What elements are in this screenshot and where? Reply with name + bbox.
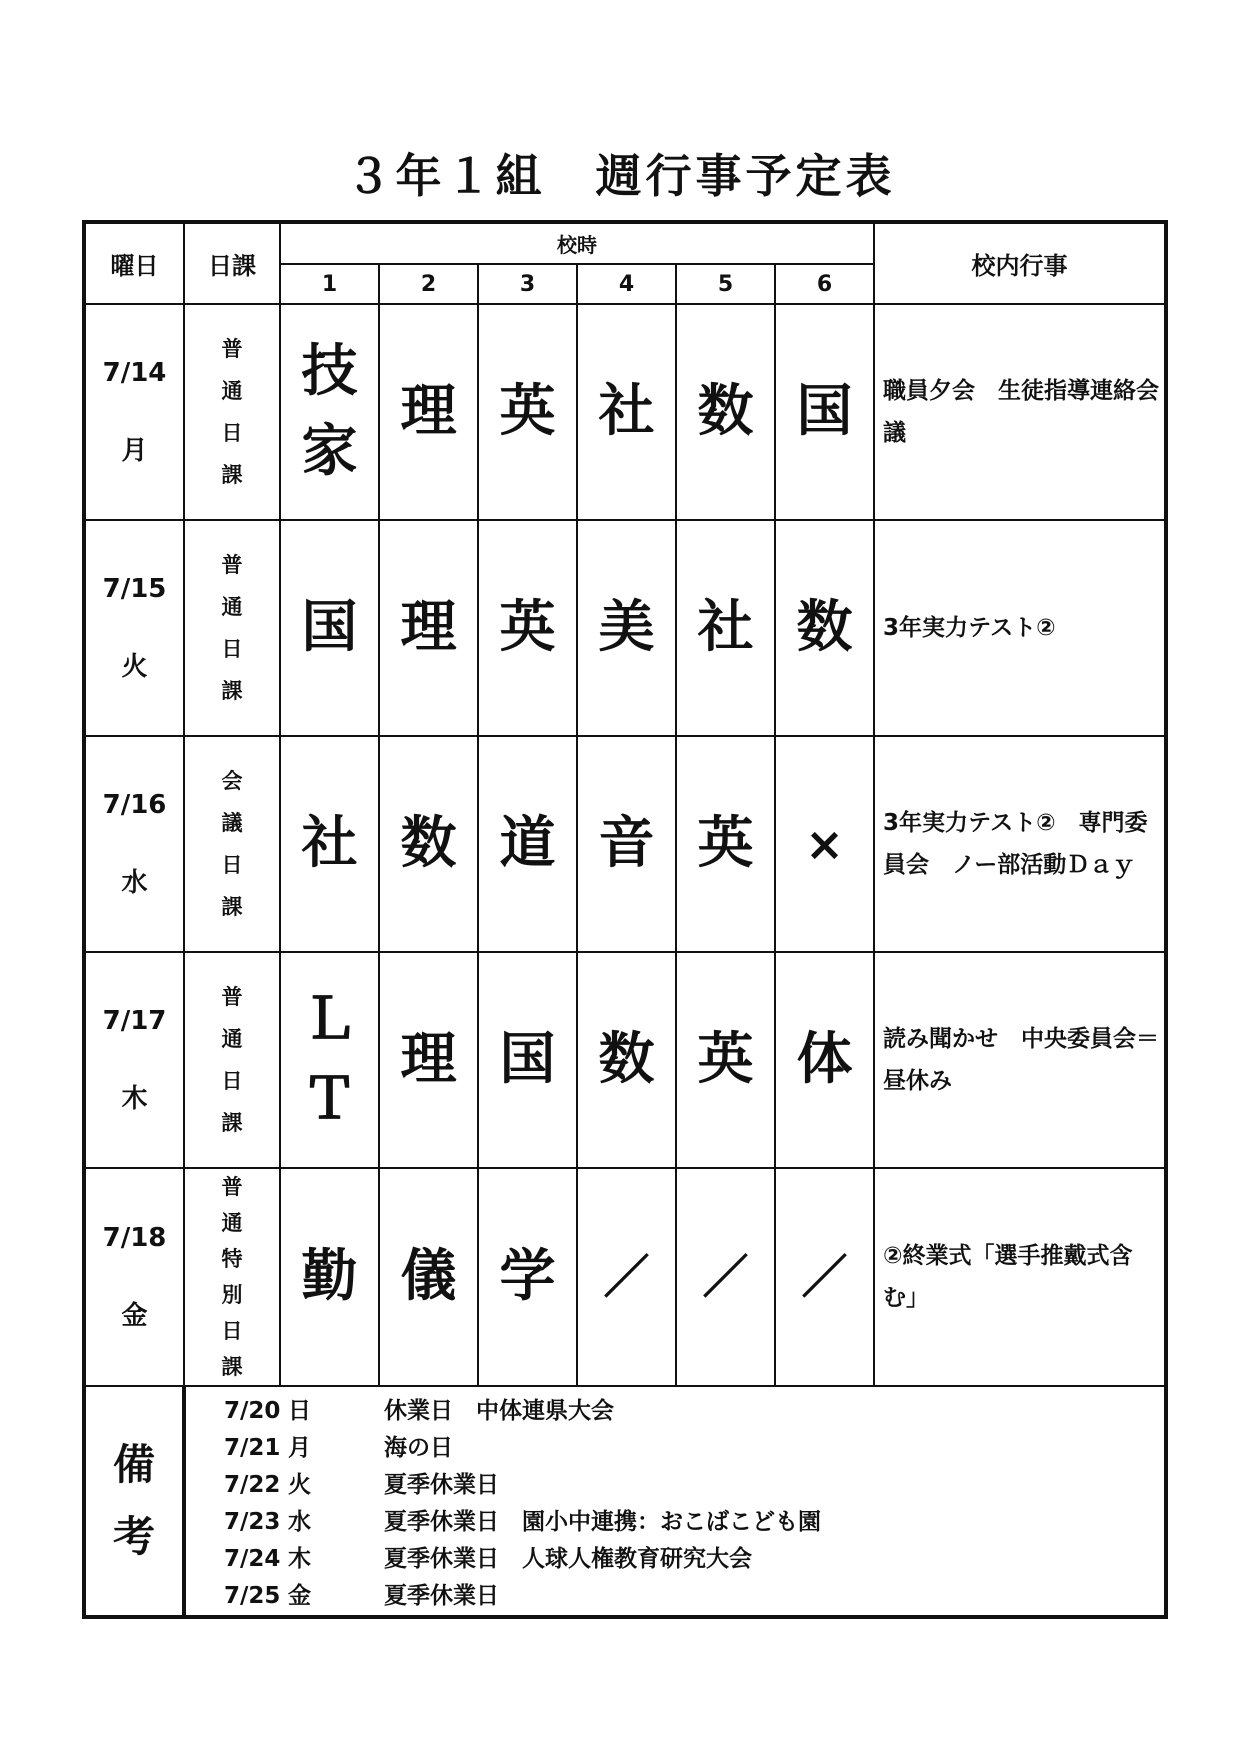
subject-cell-period-2 <box>379 520 478 736</box>
note-date: 7/20 <box>224 1398 281 1424</box>
header-period-1: 1 <box>280 264 379 304</box>
notes-label <box>84 1386 184 1617</box>
day-kind-char: 会 <box>221 769 243 793</box>
note-line <box>224 1430 1164 1467</box>
day-kind-char: 普 <box>221 337 243 361</box>
header-events: 校内行事 <box>874 222 1166 304</box>
note-weekday: 水 <box>288 1509 311 1535</box>
subject-cell-period-1 <box>280 304 379 520</box>
day-kind-char: 通 <box>221 379 243 403</box>
subject-char: 国 <box>499 1027 556 1092</box>
note-line <box>224 1393 1164 1430</box>
day-kind-char: 通 <box>221 1027 243 1051</box>
day-events: 3年実力テスト② 専門委員会 ノー部活動Ｄａｙ <box>874 736 1166 952</box>
subject-char: ／ <box>801 1250 848 1304</box>
header-weekday: 曜日 <box>84 222 184 304</box>
note-weekday: 金 <box>288 1583 311 1609</box>
notes-label-char: 考 <box>112 1512 155 1561</box>
day-row <box>84 520 1166 736</box>
day-date-cell <box>84 736 184 952</box>
day-kind-cell <box>184 736 280 952</box>
header-period-5: 5 <box>676 264 775 304</box>
day-date-cell <box>84 1168 184 1386</box>
subject-char: 道 <box>499 811 556 876</box>
note-text: 夏季休業日 園小中連携：おこばこども園 <box>384 1509 821 1535</box>
day-kind-char: 普 <box>221 1175 243 1199</box>
subject-char: 英 <box>697 1027 754 1092</box>
day-date-cell <box>84 952 184 1168</box>
subject-cell-period-1 <box>280 952 379 1168</box>
subject-cell-period-4 <box>577 304 676 520</box>
day-weekday: 金 <box>121 1301 148 1331</box>
note-weekday: 月 <box>288 1435 311 1461</box>
subject-cell-period-4 <box>577 952 676 1168</box>
day-events: ②終業式「選手推戴式含む」 <box>874 1168 1166 1386</box>
note-date: 7/22 <box>224 1472 281 1498</box>
day-row <box>84 952 1166 1168</box>
subject-char: ／ <box>702 1250 749 1304</box>
header-period-3: 3 <box>478 264 577 304</box>
subject-char: 国 <box>301 595 358 660</box>
header-period-group: 校時 <box>280 222 874 264</box>
subject-char: 美 <box>598 595 655 660</box>
subject-cell-period-5 <box>676 736 775 952</box>
note-line <box>224 1504 1164 1541</box>
subject-cell-period-4 <box>577 1168 676 1386</box>
page-title: ３年１組 週行事予定表 <box>345 149 896 203</box>
day-weekday: 月 <box>121 436 148 466</box>
day-kind-cell <box>184 1168 280 1386</box>
day-date-cell <box>84 304 184 520</box>
subject-char: 学 <box>499 1244 556 1309</box>
note-weekday: 木 <box>288 1546 311 1572</box>
subject-char: 英 <box>697 811 754 876</box>
note-date: 7/23 <box>224 1509 281 1535</box>
header-period-4: 4 <box>577 264 676 304</box>
note-line <box>224 1541 1164 1578</box>
note-text: 夏季休業日 人球人権教育研究大会 <box>384 1546 752 1572</box>
subject-char: 数 <box>697 379 754 444</box>
day-kind-char: 議 <box>221 811 243 835</box>
subject-cell-period-1 <box>280 1168 379 1386</box>
subject-cell-period-1 <box>280 736 379 952</box>
day-kind-char: 日 <box>221 853 243 877</box>
subject-cell-period-2 <box>379 952 478 1168</box>
day-kind-char: 課 <box>221 1355 243 1379</box>
subject-char: 技 <box>301 339 358 404</box>
note-text: 海の日 <box>384 1435 453 1461</box>
day-kind-char: 特 <box>221 1247 243 1271</box>
day-weekday: 火 <box>121 652 148 682</box>
subject-char: Ｔ <box>301 1067 358 1132</box>
subject-char: 儀 <box>400 1244 457 1309</box>
subject-char: 家 <box>301 419 358 484</box>
day-kind-char: 普 <box>221 553 243 577</box>
subject-cell-period-4 <box>577 520 676 736</box>
day-kind-cell <box>184 952 280 1168</box>
subject-char: 社 <box>697 595 754 660</box>
day-date: 7/16 <box>102 790 167 820</box>
day-kind-char: 通 <box>221 595 243 619</box>
subject-cell-period-1 <box>280 520 379 736</box>
day-kind-char: 課 <box>221 1111 243 1135</box>
subject-char: 英 <box>499 595 556 660</box>
subject-cell-period-3 <box>478 304 577 520</box>
subject-cell-period-6 <box>775 1168 874 1386</box>
note-weekday: 火 <box>288 1472 311 1498</box>
note-line <box>224 1578 1164 1615</box>
subject-char: 社 <box>598 379 655 444</box>
day-events: 読み聞かせ 中央委員会＝昼休み <box>874 952 1166 1168</box>
day-weekday: 木 <box>121 1084 148 1114</box>
notes-list <box>184 1386 1166 1617</box>
subject-cell-period-6 <box>775 520 874 736</box>
note-text: 夏季休業日 <box>384 1472 499 1498</box>
subject-cell-period-5 <box>676 520 775 736</box>
subject-char: 理 <box>400 379 457 444</box>
subject-char: 理 <box>400 1027 457 1092</box>
header-period-6: 6 <box>775 264 874 304</box>
subject-char: Ｌ <box>301 987 358 1052</box>
subject-cell-period-5 <box>676 952 775 1168</box>
day-weekday: 水 <box>121 868 148 898</box>
day-date: 7/18 <box>102 1223 167 1253</box>
subject-cell-period-6 <box>775 304 874 520</box>
subject-char: 音 <box>598 811 655 876</box>
day-kind-cell <box>184 304 280 520</box>
day-kind-char: 普 <box>221 985 243 1009</box>
subject-cell-period-5 <box>676 304 775 520</box>
day-date: 7/17 <box>102 1006 167 1036</box>
header-period-2: 2 <box>379 264 478 304</box>
subject-char: 国 <box>796 379 853 444</box>
day-kind-cell <box>184 520 280 736</box>
subject-cell-period-3 <box>478 952 577 1168</box>
day-kind-char: 別 <box>221 1283 243 1307</box>
subject-cell-period-6 <box>775 952 874 1168</box>
note-date: 7/21 <box>224 1435 281 1461</box>
subject-char: × <box>805 817 844 871</box>
subject-cell-period-3 <box>478 520 577 736</box>
note-date: 7/25 <box>224 1583 281 1609</box>
subject-char: 勤 <box>301 1244 358 1309</box>
note-date: 7/24 <box>224 1546 281 1572</box>
day-row <box>84 736 1166 952</box>
subject-char: 数 <box>400 811 457 876</box>
day-events: 3年実力テスト② <box>874 520 1166 736</box>
day-kind-char: 課 <box>221 463 243 487</box>
subject-char: 理 <box>400 595 457 660</box>
note-text: 夏季休業日 <box>384 1583 499 1609</box>
day-events: 職員夕会 生徒指導連絡会議 <box>874 304 1166 520</box>
day-kind-char: 通 <box>221 1211 243 1235</box>
notes-row <box>84 1386 1166 1617</box>
subject-cell-period-5 <box>676 1168 775 1386</box>
subject-char: ／ <box>603 1250 650 1304</box>
subject-char: 英 <box>499 379 556 444</box>
subject-char: 社 <box>301 811 358 876</box>
day-kind-char: 課 <box>221 895 243 919</box>
day-row <box>84 1168 1166 1386</box>
note-weekday: 日 <box>288 1398 311 1424</box>
subject-char: 体 <box>796 1027 853 1092</box>
schedule-table <box>82 220 1168 1619</box>
day-date-cell <box>84 520 184 736</box>
subject-cell-period-2 <box>379 736 478 952</box>
note-line <box>224 1467 1164 1504</box>
subject-cell-period-4 <box>577 736 676 952</box>
day-kind-char: 課 <box>221 679 243 703</box>
day-kind-char: 日 <box>221 637 243 661</box>
day-row <box>84 304 1166 520</box>
day-kind-char: 日 <box>221 1069 243 1093</box>
header-kind: 日課 <box>184 222 280 304</box>
notes-label-char: 備 <box>112 1440 155 1489</box>
day-date: 7/15 <box>102 574 167 604</box>
day-date: 7/14 <box>102 358 167 388</box>
subject-char: 数 <box>598 1027 655 1092</box>
subject-cell-period-3 <box>478 1168 577 1386</box>
subject-cell-period-3 <box>478 736 577 952</box>
subject-cell-period-6 <box>775 736 874 952</box>
day-kind-char: 日 <box>221 421 243 445</box>
subject-cell-period-2 <box>379 304 478 520</box>
subject-cell-period-2 <box>379 1168 478 1386</box>
day-kind-char: 日 <box>221 1319 243 1343</box>
subject-char: 数 <box>796 595 853 660</box>
note-text: 休業日 中体連県大会 <box>384 1398 614 1424</box>
